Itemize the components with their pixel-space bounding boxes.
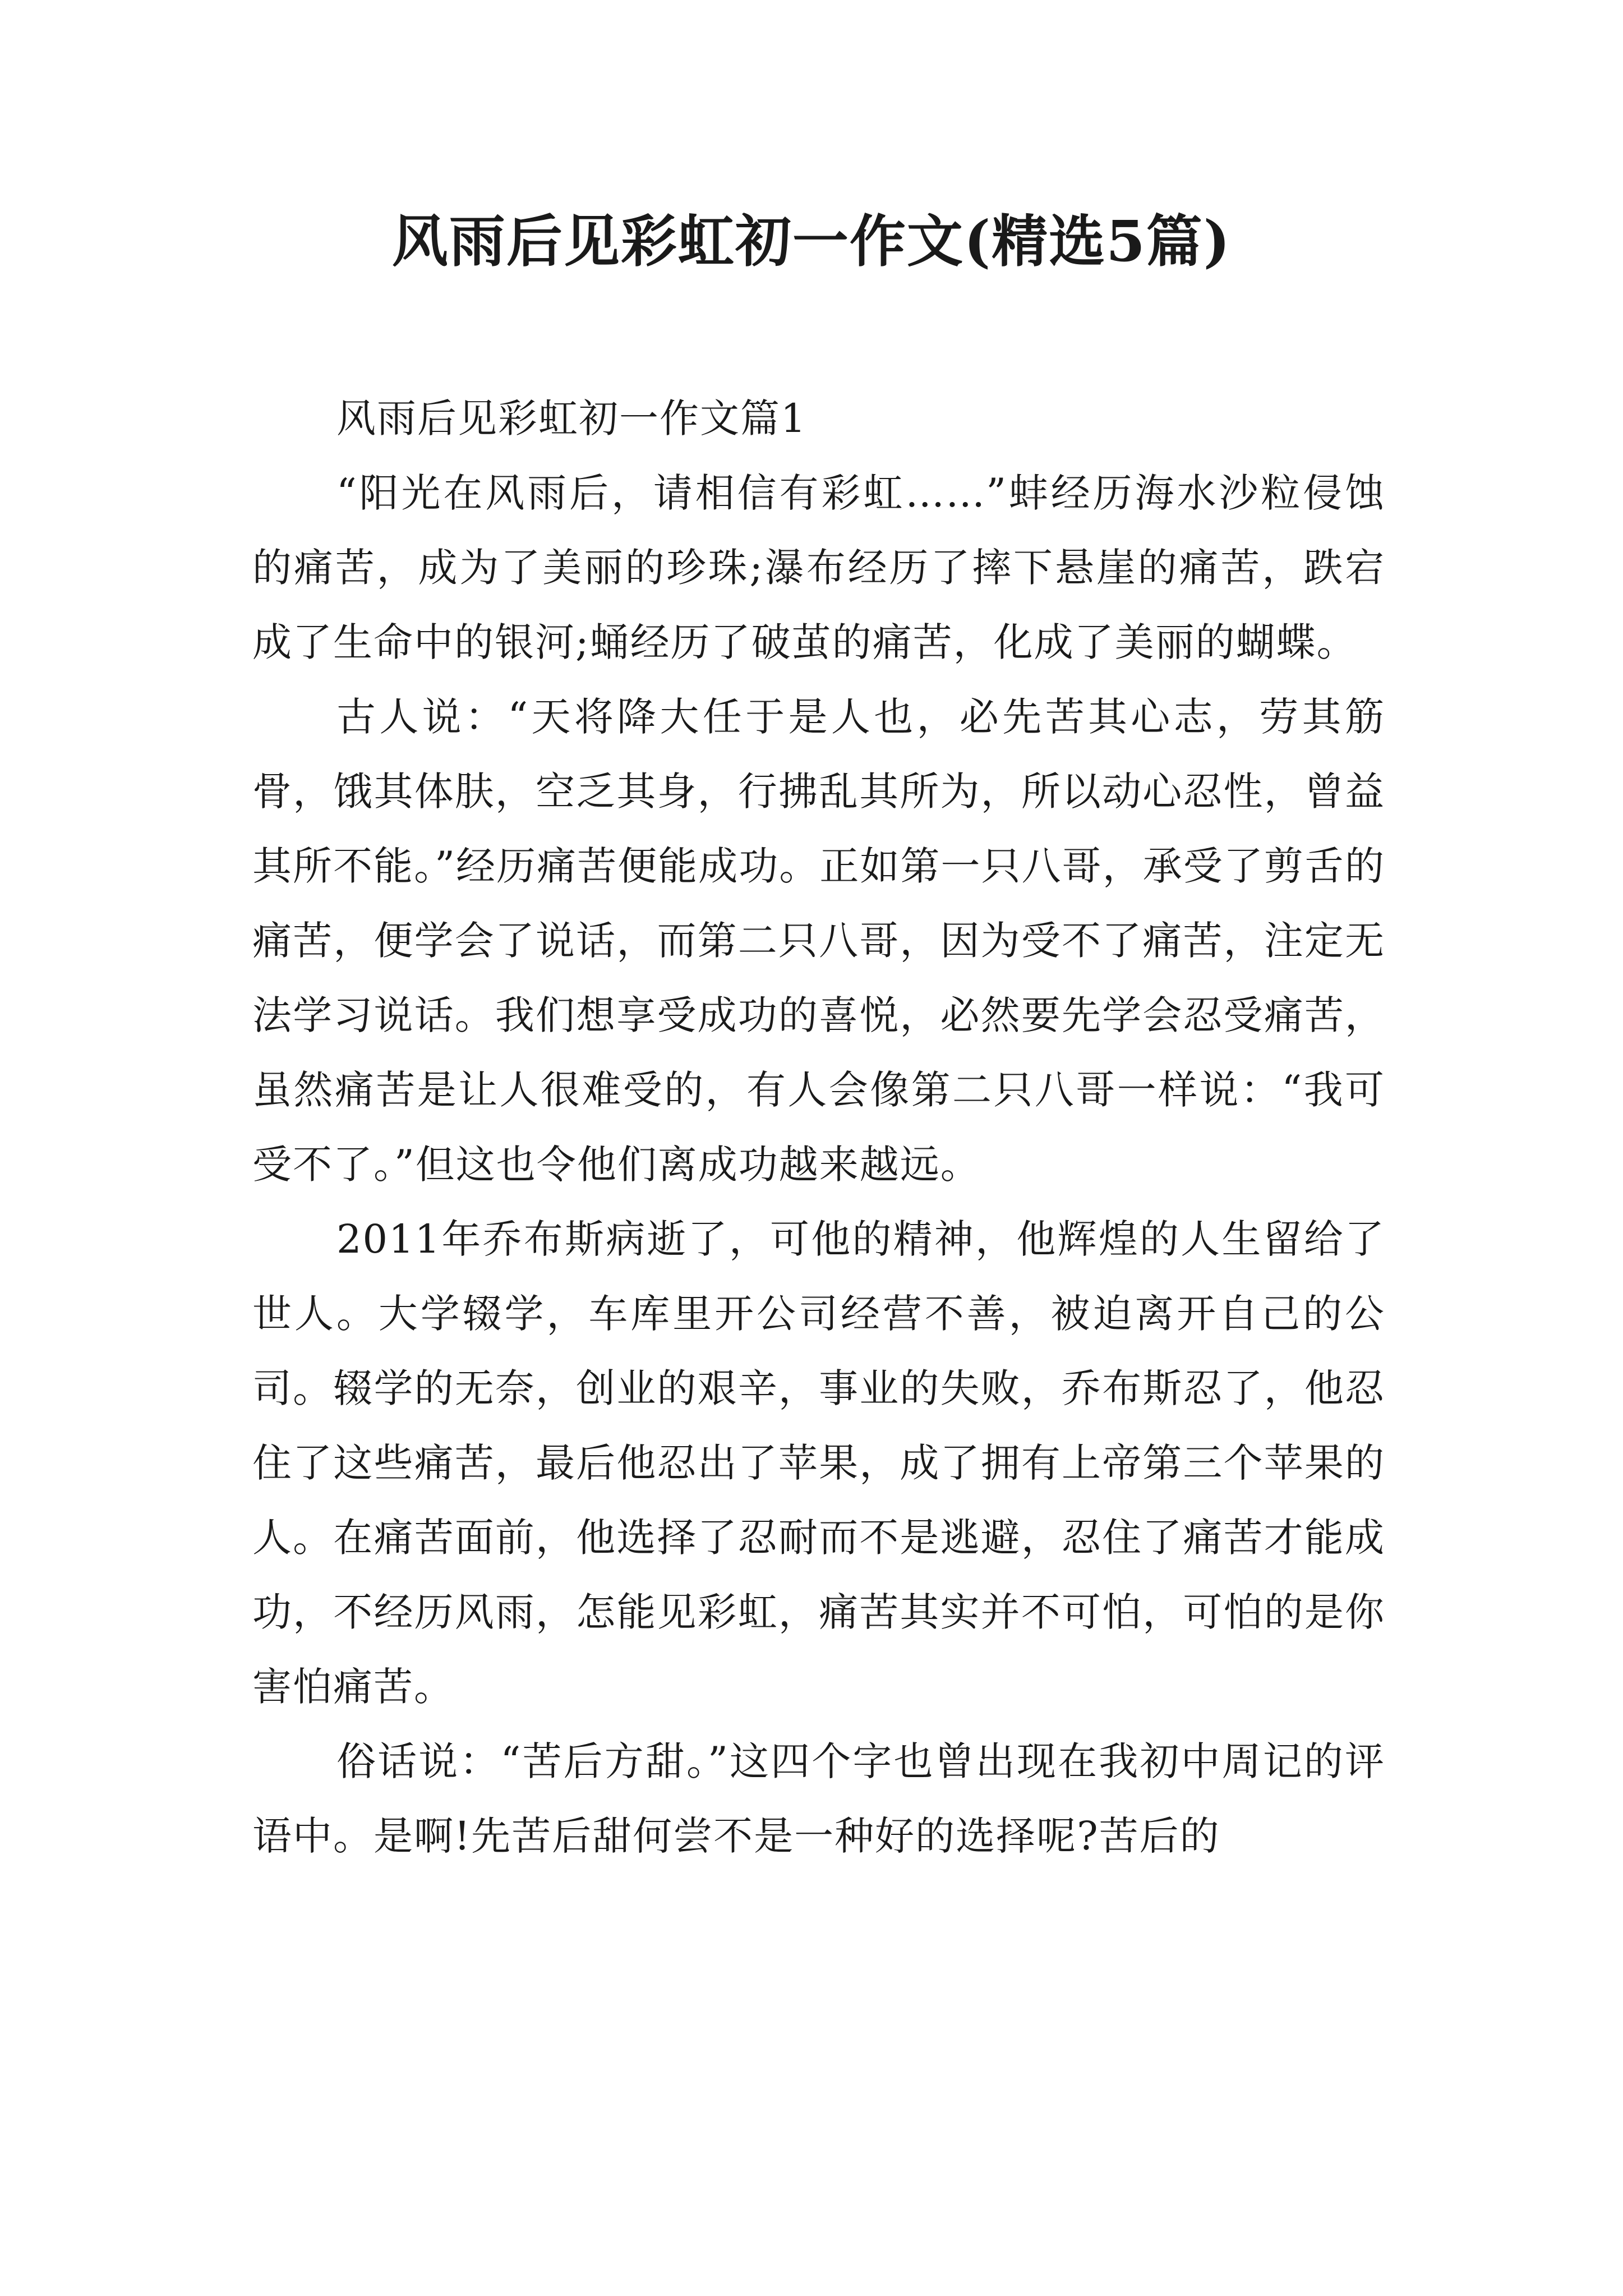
paragraph: 古人说：“天将降大任于是人也，必先苦其心志，劳其筋骨，饿其体肤，空乏其身，行拂乱其所为，所以动心忍性，曾益其所不能。”经历痛苦便能成功。正如第一只八哥，承受了剪舌的痛苦，便学会了说话，而第二只八哥，因为受不了痛苦，注定无法学习说话。我们想享受成功的喜悦，必然要先学会忍受痛苦，虽然痛苦是让人很难受的，有人会像第二只八哥一样说：“我可受不了。”但这也令他们离成功越来越远。: [252, 694, 1385, 1188]
paragraph: 2011年乔布斯病逝了，可他的精神，他辉煌的人生留给了世人。大学辍学，车库里开公司经营不善，被迫离开自己的公司。辍学的无奈，创业的艰辛，事业的失败，乔布斯忍了，他忍住了这些痛苦，最后他忍出了苹果，成了拥有上帝第三个苹果的人。在痛苦面前，他选择了忍耐而不是逃避，忍住了痛苦才能成功，不经历风雨，怎能见彩虹，痛苦其实并不可怕，可怕的是你害怕痛苦。: [252, 1216, 1385, 1710]
document-body: [252, 381, 1385, 1874]
paragraph: “阳光在风雨后，请相信有彩虹……”蚌经历海水沙粒侵蚀的痛苦，成为了美丽的珍珠;瀑布经历了摔下悬崖的痛苦，跌宕成了生命中的银河;蛹经历了破茧的痛苦，化成了美丽的蝴蝶。: [252, 470, 1385, 665]
section-heading: 风雨后见彩虹初一作文篇1: [336, 395, 807, 441]
document-title: 风雨后见彩虹初一作文(精选5篇): [391, 208, 1232, 274]
paragraph: 俗话说：“苦后方甜。”这四个字也曾出现在我初中周记的评语中。是啊!先苦后甜何尝不是一种好的选择呢?苦后的: [252, 1738, 1385, 1859]
